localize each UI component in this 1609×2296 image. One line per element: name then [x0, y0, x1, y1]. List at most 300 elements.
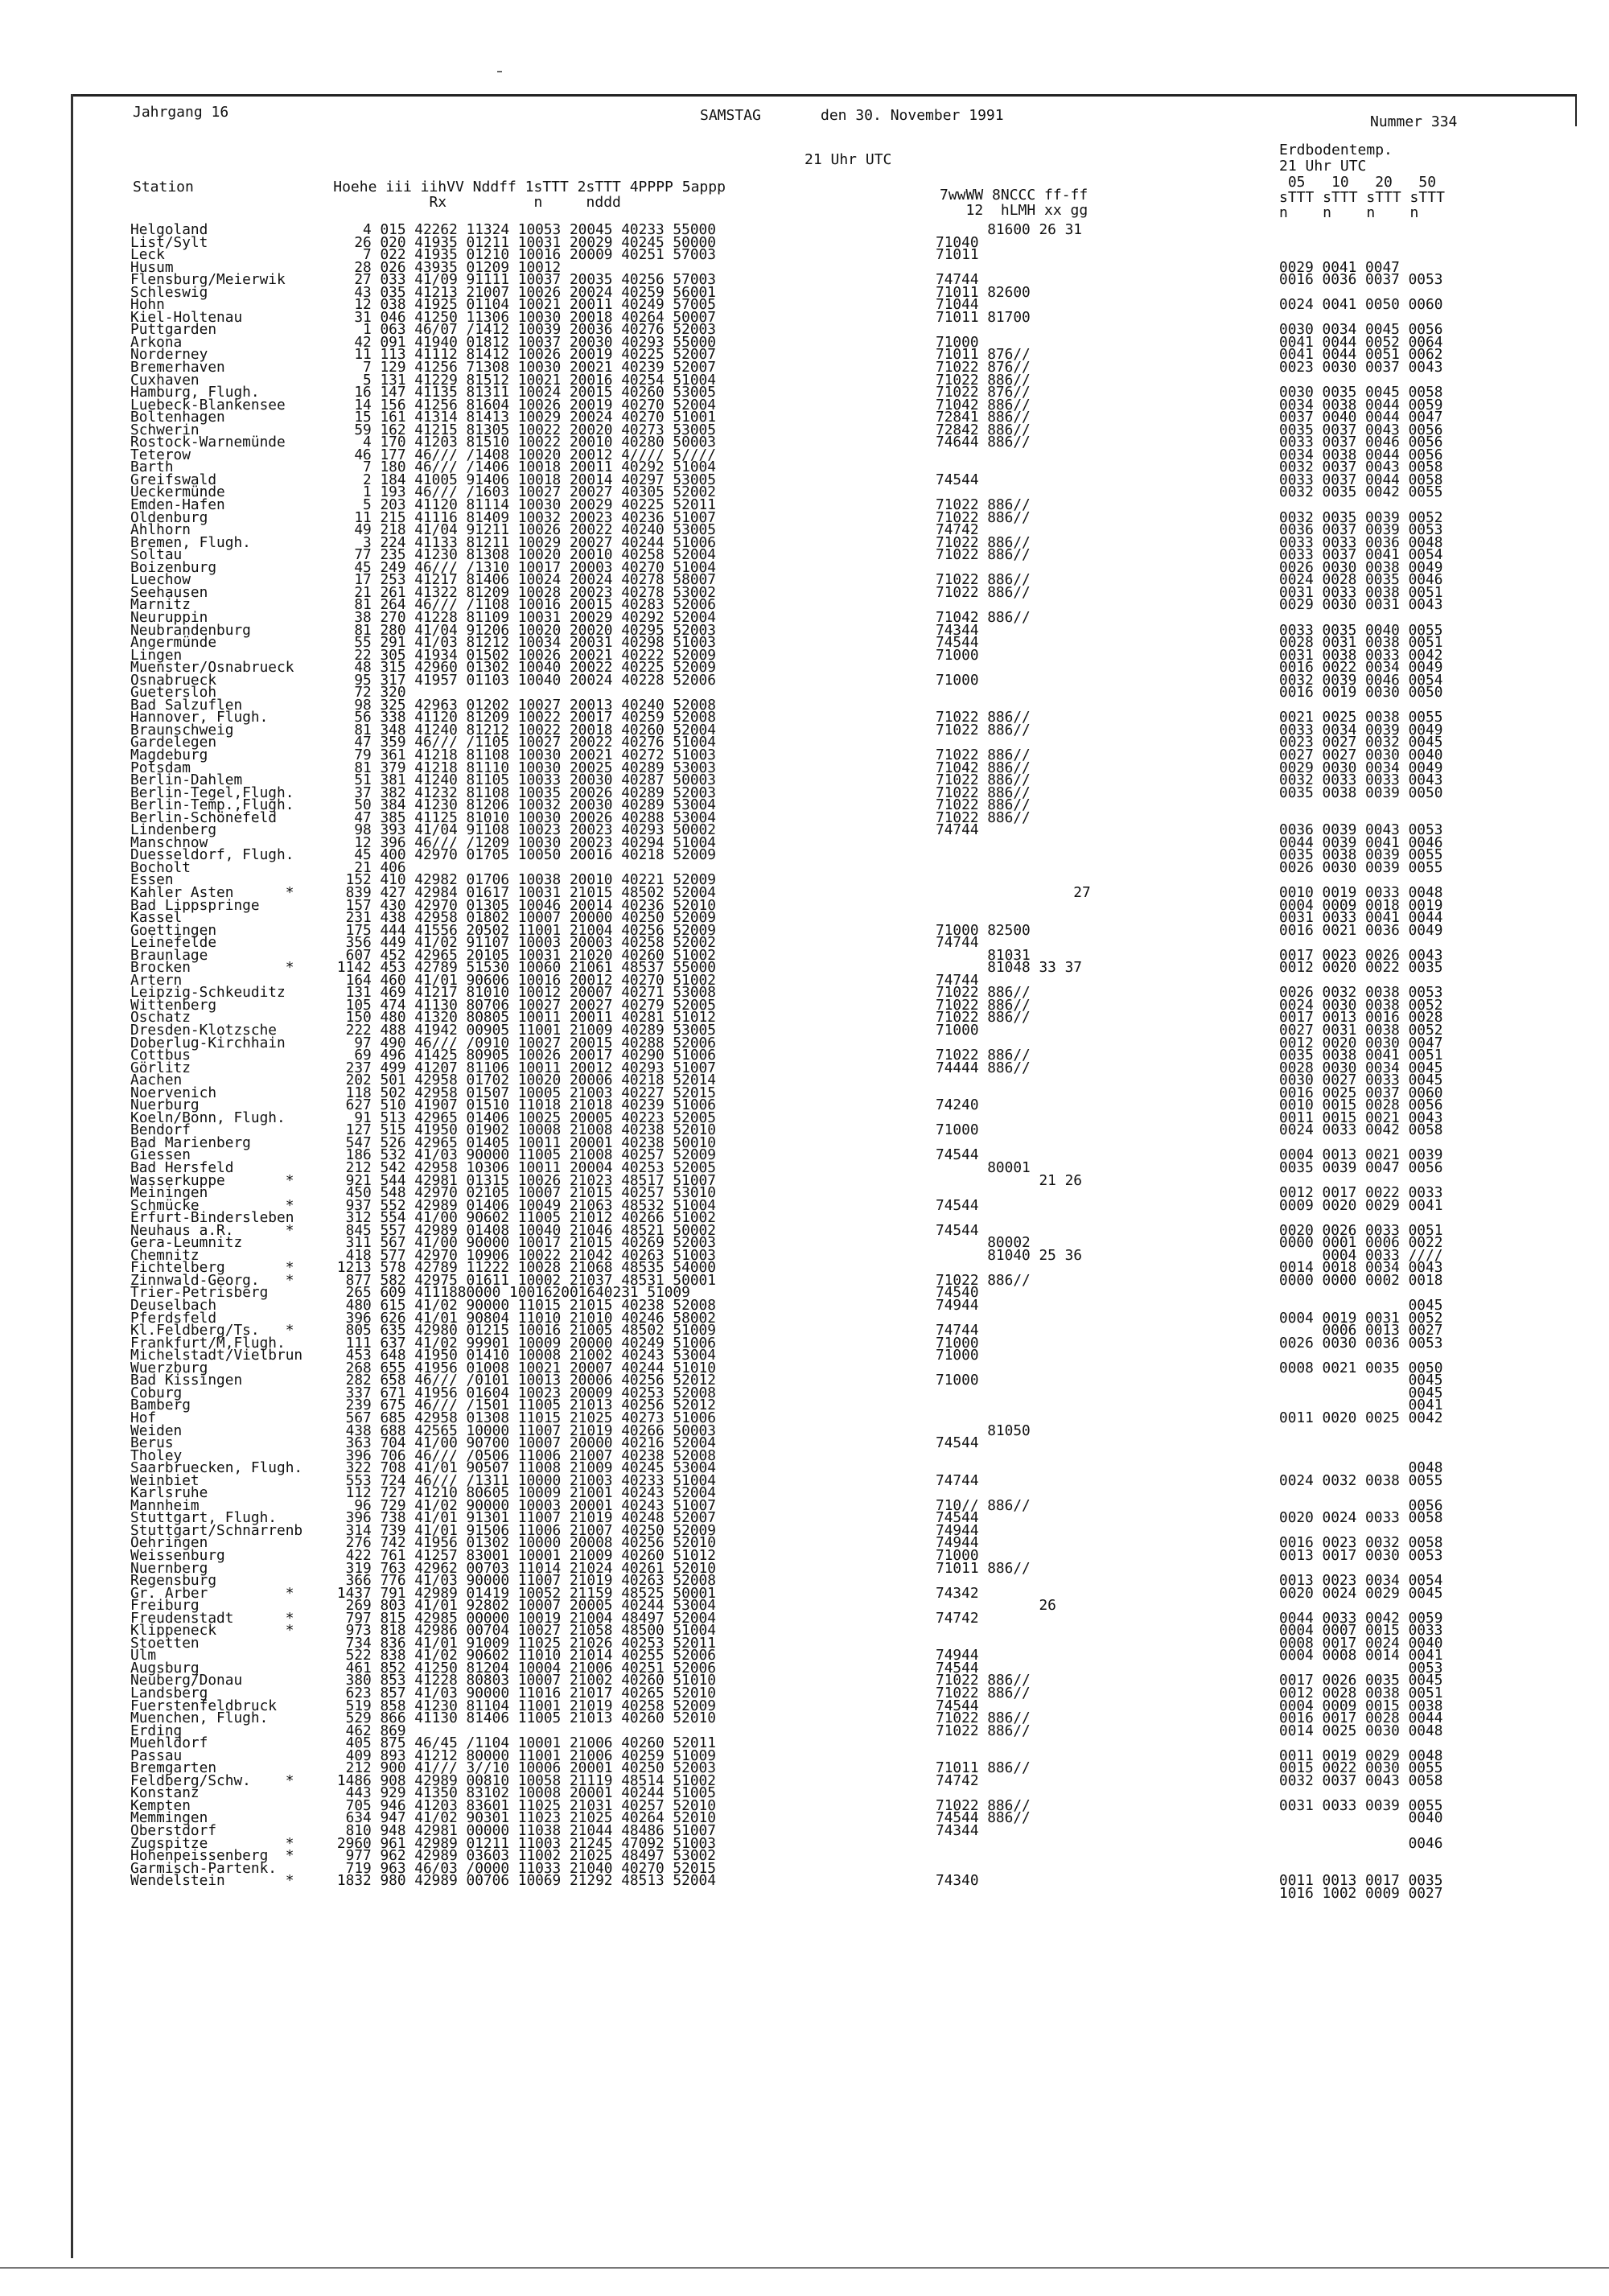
soil-row: 0024 0032 0038 0055 [1279, 1471, 1443, 1489]
station-row: Angermünde 55 291 41/03 81212 10034 20031 40298 51003 [130, 634, 716, 652]
station-row: Husum 28 026 43935 01209 10012 [130, 258, 562, 276]
soil-row: 0016 0019 0030 0050 [1279, 684, 1443, 702]
group-row: 80002 [936, 1234, 1031, 1252]
group-row: 74744 [936, 271, 979, 289]
soil-row: 0044 0039 0041 0046 [1279, 833, 1443, 851]
station-row: Arkona 42 091 41940 01812 10037 20030 40293 55000 [130, 333, 716, 351]
station-row: Memmingen 634 947 41/02 90301 11023 21025 40264 52010 [130, 1809, 716, 1827]
station-row: Schmücke * 937 552 42989 01406 10049 21063 48532 51004 [130, 1196, 716, 1214]
station-row: Osnabrueck 95 317 41957 01103 10040 20024 40228 52006 [130, 671, 716, 689]
soil-row: 0020 0024 0033 0058 [1279, 1509, 1443, 1527]
group-row: 72841 886// [936, 409, 1031, 426]
group-row: 71022 886// [936, 796, 1031, 814]
station-row: Fichtelberg * 1213 578 42789 11222 10028 21068 48535 54000 [130, 1259, 716, 1277]
column-headers-2: Rx n nddd [133, 194, 621, 211]
soil-row: 0011 0015 0021 0043 [1279, 1109, 1443, 1126]
soil-row: 0030 0027 0033 0045 [1279, 1072, 1443, 1089]
soil-row: 0004 0019 0031 0052 [1279, 1309, 1443, 1327]
station-row: Magdeburg 79 361 41218 81108 10030 20021 40272 51003 [130, 746, 716, 763]
station-row: Marnitz 81 264 46/// /1108 10016 20015 40283 52006 [130, 596, 716, 614]
soil-row: 0028 0031 0038 0051 [1279, 634, 1443, 652]
station-row: Luechow 17 253 41217 81406 10024 20024 40278 58007 [130, 571, 716, 589]
soil-row: 0030 0034 0045 0056 [1279, 321, 1443, 339]
group-row: 71022 886// [936, 984, 1031, 1002]
soil-row: 0012 0028 0038 0051 [1279, 1684, 1443, 1701]
group-row: 71000 82500 [936, 921, 1031, 939]
group-row [936, 1850, 1091, 1862]
soil-row: 0031 0033 0039 0055 [1279, 1796, 1443, 1814]
group-row: 74744 [936, 1471, 979, 1489]
group-row: 74544 [936, 634, 979, 652]
soil-row: 0031 0033 0041 0044 [1279, 909, 1443, 927]
station-row: Helgoland 4 015 42262 11324 10053 20045 40233 55000 [130, 221, 716, 238]
station-row: Pferdsfeld 396 626 41/01 90804 11010 21010 40246 58002 [130, 1309, 716, 1327]
soil-row: 0056 [1279, 1496, 1443, 1514]
soil-row: 0041 0044 0051 0062 [1279, 346, 1443, 364]
station-row: Michelstadt/Vielbrun 453 648 41950 01410 10008 21002 40243 53004 [130, 1347, 716, 1364]
soil-row: 0012 0020 0030 0047 [1279, 1034, 1443, 1051]
soil-row: 0048 [1279, 1459, 1443, 1477]
station-row: Tholey 396 706 46/// /0506 11006 21007 40238 52008 [130, 1446, 716, 1464]
group-row: 74744 [936, 1322, 979, 1339]
group-row: 71011 82600 [936, 283, 1031, 301]
soil-row: 0012 0020 0022 0035 [1279, 959, 1443, 977]
station-row: Emden-Hafen 5 203 41120 81114 10030 20029 40225 52011 [130, 496, 716, 514]
group-row: 71022 886// [936, 809, 1031, 826]
group-row: 71022 886// [936, 508, 1031, 526]
station-row: Essen 152 410 42982 01706 10038 20010 40221 52009 [130, 871, 716, 889]
station-row: Erfurt-Bindersleben 312 554 41/00 90602 11005 21012 40266 51002 [130, 1209, 716, 1227]
station-row: List/Sylt 26 020 41935 01211 10031 20029 40245 50000 [130, 233, 716, 251]
soil-row: 1016 1002 0009 0027 [1279, 1884, 1443, 1902]
station-row: Wittenberg 105 474 41130 80706 10027 20027 40279 52005 [130, 996, 716, 1014]
station-row: Bad Hersfeld 212 542 42958 10306 10011 20004 40253 52005 [130, 1159, 716, 1177]
group-row: 71000 [936, 1121, 979, 1139]
station-row: Freudenstadt * 797 815 42985 00000 10019 21004 48497 52004 [130, 1609, 716, 1627]
station-row: Nuerburg 627 510 41907 01510 11018 21018 40239 51006 [130, 1097, 716, 1114]
station-row: Hohn 12 038 41925 01104 10021 20011 40249 57005 [130, 296, 716, 314]
soil-row: 0026 0030 0038 0049 [1279, 558, 1443, 576]
soil-row: 0011 0013 0017 0035 [1279, 1872, 1443, 1890]
group-row: 81048 33 37 [936, 959, 1082, 977]
station-row: Kassel 231 438 42958 01802 10007 20000 40250 52009 [130, 909, 716, 927]
group-row: 71000 [936, 671, 979, 689]
station-row: Konstanz 443 929 41350 83102 10008 20001 40244 51005 [130, 1784, 716, 1802]
soil-row: 0014 0025 0030 0048 [1279, 1722, 1443, 1739]
station-row: Mannheim 96 729 41/02 90000 10003 20001 40243 51007 [130, 1496, 716, 1514]
station-row: Leck 7 022 41935 01210 10016 20009 40251 57003 [130, 246, 716, 264]
station-row: Zinnwald-Georg. * 877 582 42975 01611 10002 21037 48531 50001 [130, 1271, 716, 1289]
station-row: Boizenburg 45 249 46/// /1310 10017 20003 40270 51004 [130, 558, 716, 576]
station-row: Duesseldorf, Flugh. 45 400 42970 01705 10050 20016 40218 52009 [130, 846, 716, 864]
group-row: 74544 [936, 1146, 979, 1164]
group-row: 27 [936, 883, 1091, 901]
soil-row: 0032 0035 0039 0052 [1279, 508, 1443, 526]
group-row: 71042 886// [936, 608, 1031, 626]
station-row: Hannover, Flugh. 56 338 41120 81209 10022 20017 40259 52008 [130, 709, 716, 726]
group-row: 71000 [936, 1546, 979, 1564]
station-row: Muenchen, Flugh. 529 866 41130 81406 11005 21013 40260 52010 [130, 1710, 716, 1727]
soil-row: 0041 [1279, 1397, 1443, 1414]
group-row: 74544 [936, 1434, 979, 1452]
soil-row: 0016 0022 0034 0049 [1279, 659, 1443, 677]
soil-row: 0004 0008 0014 0041 [1279, 1647, 1443, 1664]
group-row: 71000 [936, 1347, 979, 1364]
station-row: Erding 462 869 [130, 1722, 406, 1739]
soil-row: 0024 0030 0038 0052 [1279, 996, 1443, 1014]
group7-8-table [936, 221, 1091, 1899]
soil-row: 0028 0030 0034 0045 [1279, 1059, 1443, 1076]
frame-top-rule [71, 94, 1575, 97]
group-row: 71022 886// [936, 496, 1031, 514]
soil-row: 0033 0037 0046 0056 [1279, 434, 1443, 451]
erd-title: Erdbodentemp. [1279, 142, 1393, 158]
soil-row: 0013 0023 0034 0054 [1279, 1572, 1443, 1590]
station-row: Ahlhorn 49 218 41/04 91211 10026 20022 40240 53005 [130, 521, 716, 539]
soil-row: 0036 0037 0039 0053 [1279, 521, 1443, 539]
station-row: Cottbus 69 496 41425 80905 10026 20017 40290 51006 [130, 1047, 716, 1064]
station-row: Neubrandenburg 81 280 41/04 91206 10020 20020 40295 52003 [130, 621, 716, 639]
group-row: 74544 [936, 1196, 979, 1214]
station-row: Nuernberg 319 763 42962 00703 11014 21024 40261 52010 [130, 1559, 716, 1577]
station-row: Saarbruecken, Flugh. 322 708 41/01 90507 11008 21009 40245 53004 [130, 1459, 716, 1477]
soil-row: 0011 0020 0025 0042 [1279, 1409, 1443, 1426]
station-row: Artern 164 460 41/01 90606 10016 20012 40270 51002 [130, 971, 716, 989]
group-row: 74340 [936, 1872, 979, 1890]
station-row: Guetersloh 72 320 [130, 684, 406, 702]
station-row: Ulm 522 838 41/02 90602 11010 21014 40255 52006 [130, 1647, 716, 1664]
station-row: Karlsruhe 112 727 41210 80605 10009 21001 40243 52004 [130, 1484, 716, 1502]
soil-row: 0026 0030 0036 0053 [1279, 1334, 1443, 1352]
station-row: Barth 7 180 46/// /1406 10018 20011 40292 51004 [130, 459, 716, 476]
soil-row: 0035 0039 0047 0056 [1279, 1159, 1443, 1177]
group-row: 74742 [936, 1609, 979, 1627]
soil-row: 0010 0019 0033 0048 [1279, 883, 1443, 901]
group-row: 71022 876// [936, 359, 1031, 376]
soil-row: 0033 0037 0044 0058 [1279, 471, 1443, 488]
station-row: Oschatz 150 480 41320 80805 10011 20011 40281 51012 [130, 1009, 716, 1027]
group-row: 71022 886// [936, 571, 1031, 589]
soil-row: 0031 0038 0033 0042 [1279, 646, 1443, 664]
soil-row: 0030 0035 0045 0058 [1279, 384, 1443, 401]
group-row: 71022 886// [936, 1796, 1031, 1814]
date: den 30. November 1991 [821, 107, 1004, 124]
group-row: 71022 886// [936, 1672, 1031, 1689]
station-row: Lindenberg 98 393 41/04 91108 10023 20023 40293 50002 [130, 821, 716, 839]
group-row: 81031 [936, 946, 1031, 964]
soil-row [1279, 1437, 1442, 1450]
group-row: 710// 886// [936, 1496, 1031, 1514]
frame-right-rule [1575, 94, 1577, 126]
station-row: Wendelstein * 1832 980 42989 00706 10069 21292 48513 52004 [130, 1872, 716, 1890]
station-row: Boltenhagen 15 161 41314 81413 10029 20024 40270 51001 [130, 409, 716, 426]
group-row: 74540 [936, 1284, 979, 1302]
station-row: Passau 409 893 41212 80000 11001 21006 40259 51009 [130, 1747, 716, 1764]
group-row: 71044 [936, 296, 979, 314]
frame-left-rule [71, 94, 73, 2258]
station-row: Fuerstenfeldbruck 519 858 41230 81104 11001 21019 40258 52009 [130, 1697, 716, 1714]
station-row: Bendorf 127 515 41950 01902 10008 21008 40238 52010 [130, 1121, 716, 1139]
station-row: Goettingen 175 444 41556 20502 11001 21004 40256 52009 [130, 921, 716, 939]
scan-mark [497, 71, 502, 72]
group-row: 71011 [936, 246, 979, 264]
group-row [936, 449, 1091, 462]
group-row: 74342 [936, 1584, 979, 1602]
soil-row: 0017 0023 0026 0043 [1279, 946, 1443, 964]
group-row: 71022 886// [936, 709, 1031, 726]
group-row: 71022 886// [936, 583, 1031, 601]
station-row: Berlin-Temp.,Flugh. 50 384 41230 81206 10032 20030 40289 53004 [130, 796, 716, 814]
soil-row: 0013 0017 0030 0053 [1279, 1546, 1443, 1564]
erd-units-2: n n n n [1279, 204, 1419, 221]
soil-row: 0009 0020 0029 0041 [1279, 1196, 1443, 1214]
group-row: 71040 [936, 233, 979, 251]
station-row: Stuttgart, Flugh. 396 738 41/01 91301 11007 21019 40248 52007 [130, 1509, 716, 1527]
group-row [936, 1387, 1091, 1400]
soil-row: 0016 0023 0032 0058 [1279, 1534, 1443, 1552]
station-row: Aachen 202 501 42958 01702 10020 20006 40218 52014 [130, 1072, 716, 1089]
group-row: 74544 [936, 1659, 979, 1677]
soil-row: 0040 [1279, 1809, 1443, 1827]
station-row: Klippeneck * 973 818 42986 00704 10027 21058 48500 51004 [130, 1622, 716, 1640]
station-row: Hohenpeissenberg * 977 962 42989 03603 11002 21025 48497 53002 [130, 1847, 716, 1865]
group-row: 74742 [936, 1771, 979, 1789]
station-row: Trier-Petrisberg 265 609 4111880000 100162001640231 51009 [130, 1284, 690, 1302]
station-row: Leinefelde 356 449 41/02 91107 10003 20003 40258 52002 [130, 934, 716, 952]
soil-row: 0031 0033 0038 0051 [1279, 583, 1443, 601]
station-row: Bremen, Flugh. 3 224 41133 81211 10029 20027 40244 51006 [130, 533, 716, 551]
station-row: Teterow 46 177 46/// /1408 10020 20012 4//// 5//// [130, 446, 716, 463]
station-row: Wasserkuppe * 921 544 42981 01315 10026 21023 48517 51007 [130, 1171, 716, 1189]
station-row: Koeln/Bonn, Flugh. 91 513 42965 01406 10025 20005 40223 52005 [130, 1109, 716, 1126]
soil-row: 0020 0026 0033 0051 [1279, 1221, 1443, 1239]
group-row: 71000 [936, 1022, 979, 1039]
station-row: Stuttgart/Schnarrenb 314 739 41/01 91506 11006 21007 40250 52009 [130, 1521, 716, 1539]
soil-row: 0012 0017 0022 0033 [1279, 1184, 1443, 1202]
station-row: Bad Salzuflen 98 325 42963 01202 10027 20013 40240 52008 [130, 696, 716, 714]
soil-row: 0004 0033 //// [1279, 1246, 1443, 1264]
soil-row: 0006 0013 0027 [1279, 1322, 1443, 1339]
group-row: 71022 886// [936, 784, 1031, 801]
frame-bottom-rule [0, 2267, 1609, 2269]
soil-row: 0041 0044 0052 0064 [1279, 333, 1443, 351]
group-row: 74744 [936, 934, 979, 952]
station-row: Feldberg/Schw. * 1486 908 42989 00810 10058 21119 48514 51002 [130, 1771, 716, 1789]
station-row: Berlin-Dahlem 51 381 41240 81105 10033 20030 40287 50003 [130, 772, 716, 789]
group-row: 71022 886// [936, 1710, 1031, 1727]
group-row: 74544 886// [936, 1809, 1031, 1827]
soil-row: 0037 0040 0044 0047 [1279, 409, 1443, 426]
soil-row: 0032 0033 0033 0043 [1279, 772, 1443, 789]
station-row: Berlin-Schönefeld 47 385 41125 81010 10030 20026 40288 53004 [130, 809, 716, 826]
station-row: Meiningen 450 548 42970 02105 10007 21015 40257 53010 [130, 1184, 716, 1202]
station-row: Kiel-Holtenau 31 046 41250 11306 10030 20018 40264 50007 [130, 308, 716, 326]
soil-row: 0016 0017 0028 0044 [1279, 1710, 1443, 1727]
station-row: Neuruppin 38 270 41228 81109 10031 20029 40292 52004 [130, 608, 716, 626]
station-row: Weiden 438 688 42565 10000 11007 21019 40266 50003 [130, 1422, 716, 1439]
soil-row: 0034 0038 0044 0059 [1279, 396, 1443, 414]
station-row: Muenster/Osnabrueck 48 315 42960 01302 10040 20022 40225 52009 [130, 659, 716, 677]
soil-row: 0004 0009 0018 0019 [1279, 896, 1443, 914]
group-row: 71022 886// [936, 996, 1031, 1014]
group-row: 71022 886// [936, 1271, 1031, 1289]
soil-row: 0029 0030 0034 0049 [1279, 759, 1443, 776]
soil-row: 0032 0035 0042 0055 [1279, 483, 1443, 501]
group-row: 74944 [936, 1647, 979, 1664]
soil-row: 0016 0036 0037 0053 [1279, 271, 1443, 289]
soil-row: 0044 0033 0042 0059 [1279, 1609, 1443, 1627]
station-row: Hamburg, Flugh. 16 147 41135 81311 10024 20015 40260 53005 [130, 384, 716, 401]
soil-row: 0015 0022 0030 0055 [1279, 1759, 1443, 1777]
soil-row: 0011 0019 0029 0048 [1279, 1747, 1443, 1764]
group-row: 71022 886// [936, 546, 1031, 564]
group-row: 26 [936, 1597, 1056, 1615]
group-row: 71022 886// [936, 1009, 1031, 1027]
station-row: Gr. Arber * 1437 791 42989 01419 10052 21159 48525 50001 [130, 1584, 716, 1602]
group-row: 71022 886// [936, 533, 1031, 551]
station-row: Manschnow 12 396 46/// /1209 10030 20023 40294 51004 [130, 833, 716, 851]
group-row: 81050 [936, 1422, 1031, 1439]
erd-units: sTTT sTTT sTTT sTTT [1279, 189, 1445, 206]
group-row: 74444 886// [936, 1059, 1031, 1076]
group-row: 71011 886// [936, 1559, 1031, 1577]
station-row: Chemnitz 418 577 42970 10906 10022 21042 40263 51003 [130, 1246, 716, 1264]
group-row: 74742 [936, 521, 979, 539]
station-row: Coburg 337 671 41956 01604 10023 20009 40253 52008 [130, 1384, 716, 1401]
erd-time: 21 Uhr UTC [1279, 158, 1367, 175]
group-row [936, 849, 1091, 862]
soil-row [1279, 237, 1442, 249]
group-row: 74944 [936, 1297, 979, 1315]
group-row: 74544 [936, 1221, 979, 1239]
group-row [936, 1399, 1091, 1412]
group-row: 81600 26 31 [936, 221, 1082, 238]
station-row: Cuxhaven 5 131 41229 81512 10021 20016 40254 51004 [130, 371, 716, 389]
station-row: Hof 567 685 42958 01308 11015 21025 40273 51006 [130, 1409, 716, 1426]
station-row: Doberlug-Kirchhain 97 490 46/// /0910 10027 20015 40288 52006 [130, 1034, 716, 1051]
station-row: Oldenburg 11 215 41116 81409 10032 20023 40236 51007 [130, 508, 716, 526]
column-headers-c2-2: 12 hLMH xx gg [940, 202, 1088, 219]
station-row: Braunlage 607 452 42965 20105 10031 21020 40260 51002 [130, 946, 716, 964]
soil-row: 0027 0031 0038 0052 [1279, 1022, 1443, 1039]
station-row: Lingen 22 305 41934 01502 10026 20021 40222 52009 [130, 646, 716, 664]
group-row: 71022 886// [936, 1722, 1031, 1739]
soil-row: 0014 0018 0034 0043 [1279, 1259, 1443, 1277]
station-row: Kempten 705 946 41203 83601 11025 21031 40257 52010 [130, 1796, 716, 1814]
soil-row [1279, 224, 1442, 237]
station-row: Bremerhaven 7 129 41256 71308 10030 20021 40239 52007 [130, 359, 716, 376]
erd-depths: 05 10 20 50 [1279, 174, 1437, 191]
soil-row: 0004 0007 0015 0033 [1279, 1622, 1443, 1640]
soil-row: 0035 0038 0039 0055 [1279, 846, 1443, 864]
group-row [936, 1887, 1091, 1900]
group-row: 71011 876// [936, 346, 1031, 364]
soil-row: 0033 0037 0041 0054 [1279, 546, 1443, 564]
group-row: 71022 876// [936, 384, 1031, 401]
group-row: 71011 886// [936, 1759, 1031, 1777]
nummer: Nummer 334 [1370, 113, 1458, 130]
soil-row: 0024 0033 0042 0058 [1279, 1121, 1443, 1139]
group-row: 71022 886// [936, 371, 1031, 389]
station-row: Weissenburg 422 761 41257 83001 10001 21009 40260 51012 [130, 1546, 716, 1564]
soil-row: 0020 0024 0029 0045 [1279, 1584, 1443, 1602]
station-row: Berlin-Tegel,Flugh. 37 382 41232 81108 10035 20026 40289 52003 [130, 784, 716, 801]
soil-row: 0026 0030 0039 0055 [1279, 858, 1443, 876]
soil-row: 0017 0013 0016 0028 [1279, 1009, 1443, 1027]
soil-row: 0024 0028 0035 0046 [1279, 571, 1443, 589]
soil-row: 0000 0000 0002 0018 [1279, 1271, 1443, 1289]
group-row: 74544 [936, 1509, 979, 1527]
weekday: SAMSTAG [700, 107, 761, 124]
group-row: 71022 886// [936, 1684, 1031, 1701]
station-row: Neuhaus a.R. * 845 557 42989 01408 10040 21046 48521 50002 [130, 1221, 716, 1239]
station-row: Zugspitze * 2960 961 42989 01211 11003 21245 47092 51003 [130, 1834, 716, 1852]
soil-row: 0032 0037 0043 0058 [1279, 1771, 1443, 1789]
station-row: Neuberg/Donau 380 853 41228 80803 10007 21002 40260 51010 [130, 1672, 716, 1689]
soil-row: 0004 0009 0015 0038 [1279, 1697, 1443, 1714]
time-utc: 21 Uhr UTC [804, 151, 892, 168]
soil-row: 0035 0038 0039 0050 [1279, 784, 1443, 801]
station-row: Regensburg 366 776 41/03 90000 11007 21019 40263 52008 [130, 1572, 716, 1590]
station-row: Wuerzburg 268 655 41956 01008 10021 20007 40244 51010 [130, 1359, 716, 1376]
station-row: Flensburg/Meierwik 27 033 41/09 91111 10037 20035 40256 57003 [130, 271, 716, 289]
group-row: 74944 [936, 1534, 979, 1552]
station-row: Noervenich 118 502 42958 01507 10005 21003 40227 52015 [130, 1084, 716, 1101]
station-row: Landsberg 623 857 41/03 90000 11016 21017 40265 52010 [130, 1684, 716, 1701]
group-row: 71022 886// [936, 721, 1031, 739]
soil-row: 0045 [1279, 1297, 1443, 1315]
soil-row: 0016 0021 0036 0049 [1279, 921, 1443, 939]
soil-row: 0000 0001 0006 0022 [1279, 1234, 1443, 1252]
group-row: 71000 [936, 1334, 979, 1352]
soil-row: 0008 0017 0024 0040 [1279, 1634, 1443, 1652]
soil-temp-table [1279, 224, 1443, 1902]
station-row: Soltau 77 235 41230 81308 10020 20010 40258 52004 [130, 546, 716, 564]
station-row: Luebeck-Blankensee 14 156 41256 81604 10026 20019 40270 52004 [130, 396, 716, 414]
column-headers: Station Hoehe iii iihVV Nddff 1sTTT 2sTTT 4PPPP 5appp [133, 179, 726, 195]
group-row [936, 862, 1091, 874]
group-row: 74944 [936, 1521, 979, 1539]
station-table [130, 221, 716, 1890]
station-row: Rostock-Warnemünde 4 170 41203 81510 10022 20010 40280 50003 [130, 434, 716, 451]
station-row: Weinbiet 553 724 46/// /1311 10000 21003 40233 51004 [130, 1471, 716, 1489]
group-row: 74240 [936, 1097, 979, 1114]
group-row: 21 26 [936, 1171, 1082, 1189]
station-row: Stoetten 734 836 41/01 91009 11025 21026 40253 52011 [130, 1634, 716, 1652]
group-row: 71011 81700 [936, 308, 1031, 326]
station-row: Leipzig-Schkeuditz 131 469 41217 81010 10012 20007 40271 53008 [130, 984, 716, 1002]
group-row: 74344 [936, 621, 979, 639]
soil-row: 0004 0013 0021 0039 [1279, 1146, 1443, 1164]
soil-row: 0053 [1279, 1659, 1443, 1677]
soil-row: 0026 0032 0038 0053 [1279, 984, 1443, 1002]
soil-row: 0029 0041 0047 [1279, 258, 1400, 276]
soil-row: 0045 [1279, 1384, 1443, 1401]
station-row: Bocholt 21 406 [130, 858, 406, 876]
soil-row: 0017 0026 0035 0045 [1279, 1672, 1443, 1689]
group-row: 71022 886// [936, 772, 1031, 789]
station-row: Greifswald 2 184 41005 91406 10018 20014 40297 53005 [130, 471, 716, 488]
station-row: Bamberg 239 675 46/// /1501 11005 21013 40256 52012 [130, 1397, 716, 1414]
station-row: Kl.Feldberg/Ts. * 805 635 42980 01215 10016 21005 48502 51009 [130, 1322, 716, 1339]
jahrgang: Jahrgang 16 [133, 104, 229, 121]
station-row: Giessen 186 532 41/03 90000 11005 21008 40257 52009 [130, 1146, 716, 1164]
group-row: 74344 [936, 1822, 979, 1839]
group-row: 81040 25 36 [936, 1246, 1082, 1264]
group-row: 80001 [936, 1159, 1031, 1177]
group-row: 71000 [936, 1372, 979, 1389]
station-row: Oberstdorf 810 948 42981 00000 11038 21044 48486 51007 [130, 1822, 716, 1839]
